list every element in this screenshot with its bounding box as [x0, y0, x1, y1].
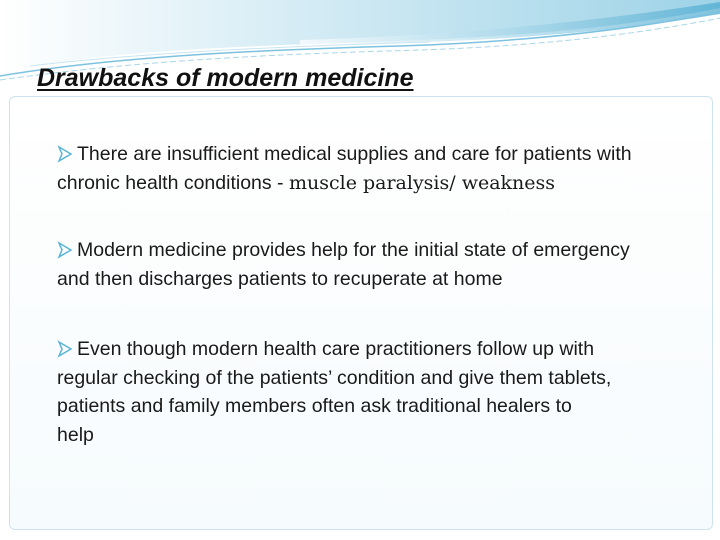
bullet-arrow-icon	[57, 241, 73, 259]
bullet-1-line-2-text: chronic health conditions -	[57, 171, 289, 194]
bullet-3-line-4: help	[57, 423, 94, 446]
bullet-arrow-icon	[57, 145, 73, 163]
bullet-2-line-2: and then discharges patients to recuperate at home	[57, 267, 503, 290]
bullet-1-line-2	[57, 169, 632, 198]
bullet-3-line-2: regular checking of the patients’ condition and give them tablets,	[57, 366, 612, 389]
bullet-item-1	[57, 140, 632, 197]
bullet-arrow-icon	[57, 340, 73, 358]
bullet-3-line-3: patients and family members often ask traditional healers to	[57, 395, 572, 417]
bullet-item-2	[57, 236, 630, 293]
slide-title: Drawbacks of modern medicine	[37, 64, 414, 92]
bullet-1-line-1: There are insufficient medical supplies and care for patients with	[77, 143, 632, 165]
bullet-item-3	[57, 335, 611, 449]
bullet-2-line-1: Modern medicine provides help for the initial state of emergency	[77, 239, 630, 261]
bullet-3-line-1: Even though modern health care practitioners follow up with	[77, 338, 595, 360]
bullet-1-line-2-serif-text: muscle paralysis/ weakness	[288, 171, 556, 194]
